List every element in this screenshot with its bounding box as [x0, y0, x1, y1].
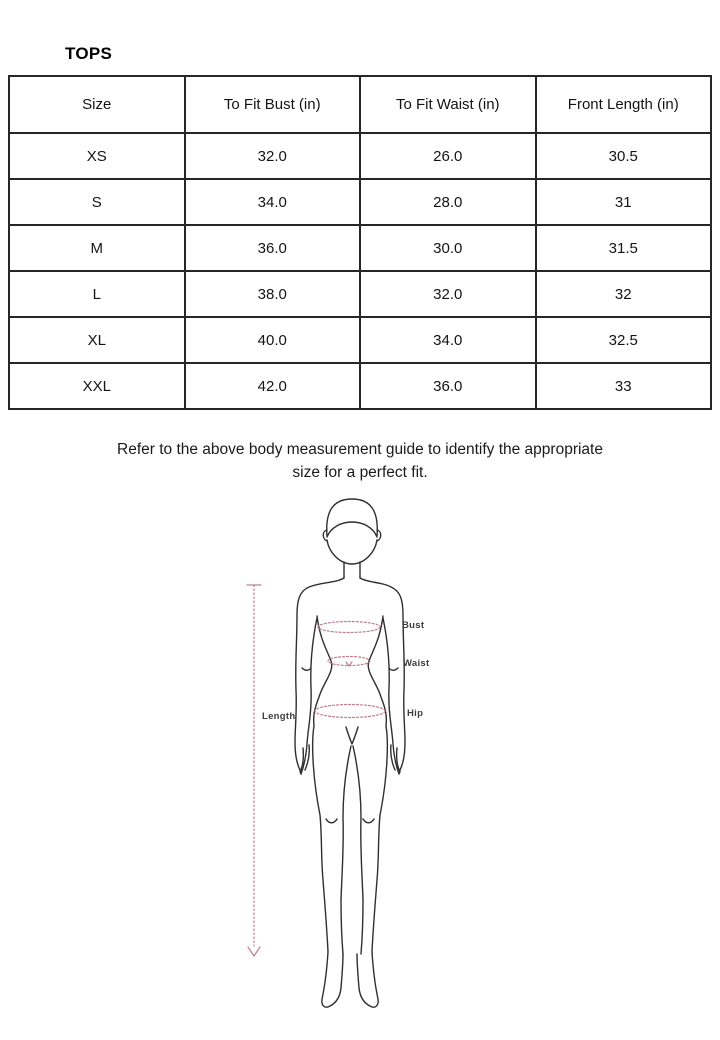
cell-size: S [9, 179, 185, 225]
size-chart-table [8, 75, 712, 410]
cell-size: XL [9, 317, 185, 363]
left-arm-outer [295, 578, 344, 774]
cell-waist: 34.0 [360, 317, 536, 363]
right-leg-inner [353, 746, 363, 954]
table-row [9, 271, 711, 317]
right-knee-mark [363, 819, 374, 823]
cell-waist: 28.0 [360, 179, 536, 225]
right-foot [357, 952, 378, 1007]
column-header-bust: To Fit Bust (in) [185, 76, 361, 133]
face-jaw [327, 540, 377, 564]
cell-bust: 42.0 [185, 363, 361, 409]
column-header-size: Size [9, 76, 185, 133]
measurement-note [0, 438, 720, 484]
header-row [9, 76, 711, 133]
waist-measure-ellipse [328, 657, 370, 666]
cell-waist: 32.0 [360, 271, 536, 317]
crotch [346, 727, 358, 744]
cell-bust: 38.0 [185, 271, 361, 317]
croquis-figure-svg [0, 490, 720, 1025]
cell-size: XXL [9, 363, 185, 409]
cell-size: L [9, 271, 185, 317]
cell-waist: 36.0 [360, 363, 536, 409]
measurement-note-line2: size for a perfect fit. [292, 464, 428, 481]
left-foot [322, 952, 343, 1007]
left-leg-inner [341, 746, 351, 954]
cell-bust: 40.0 [185, 317, 361, 363]
table-row [9, 225, 711, 271]
page-title: TOPS [65, 44, 113, 63]
column-header-waist: To Fit Waist (in) [360, 76, 536, 133]
cell-front-length: 30.5 [536, 133, 712, 179]
cell-front-length: 31 [536, 179, 712, 225]
table-row [9, 317, 711, 363]
table-row [9, 133, 711, 179]
table-row [9, 363, 711, 409]
measurement-overlays [247, 585, 385, 956]
size-chart-header [9, 76, 711, 133]
hip-label: Hip [407, 708, 424, 719]
cell-front-length: 33 [536, 363, 712, 409]
body-measurement-diagram [0, 490, 720, 1025]
cell-bust: 34.0 [185, 179, 361, 225]
waist-label: Waist [403, 658, 430, 669]
measurement-note-line1: Refer to the above body measurement guide to identify the appropriate [117, 441, 603, 458]
cell-front-length: 32 [536, 271, 712, 317]
cell-waist: 30.0 [360, 225, 536, 271]
cell-bust: 36.0 [185, 225, 361, 271]
right-torso-leg-outer [368, 616, 387, 952]
cell-size: M [9, 225, 185, 271]
cell-front-length: 31.5 [536, 225, 712, 271]
table-row [9, 179, 711, 225]
cell-bust: 32.0 [185, 133, 361, 179]
left-knee-mark [326, 819, 337, 823]
length-label: Length [262, 711, 296, 722]
cell-front-length: 32.5 [536, 317, 712, 363]
cell-size: XS [9, 133, 185, 179]
figure-outline [295, 499, 405, 1007]
length-arrowhead-icon [248, 947, 260, 956]
right-arm-outer [360, 578, 405, 774]
cell-waist: 26.0 [360, 133, 536, 179]
right-elbow-mark [389, 668, 398, 670]
hip-measure-ellipse [315, 705, 385, 718]
column-header-front-length: Front Length (in) [536, 76, 712, 133]
left-torso-leg-outer [313, 616, 332, 952]
bust-measure-ellipse [318, 622, 380, 633]
size-chart-body [9, 133, 711, 409]
hair-outline [327, 499, 378, 536]
hairline [327, 522, 377, 537]
bust-label: Bust [402, 620, 425, 631]
left-elbow-mark [302, 668, 311, 670]
